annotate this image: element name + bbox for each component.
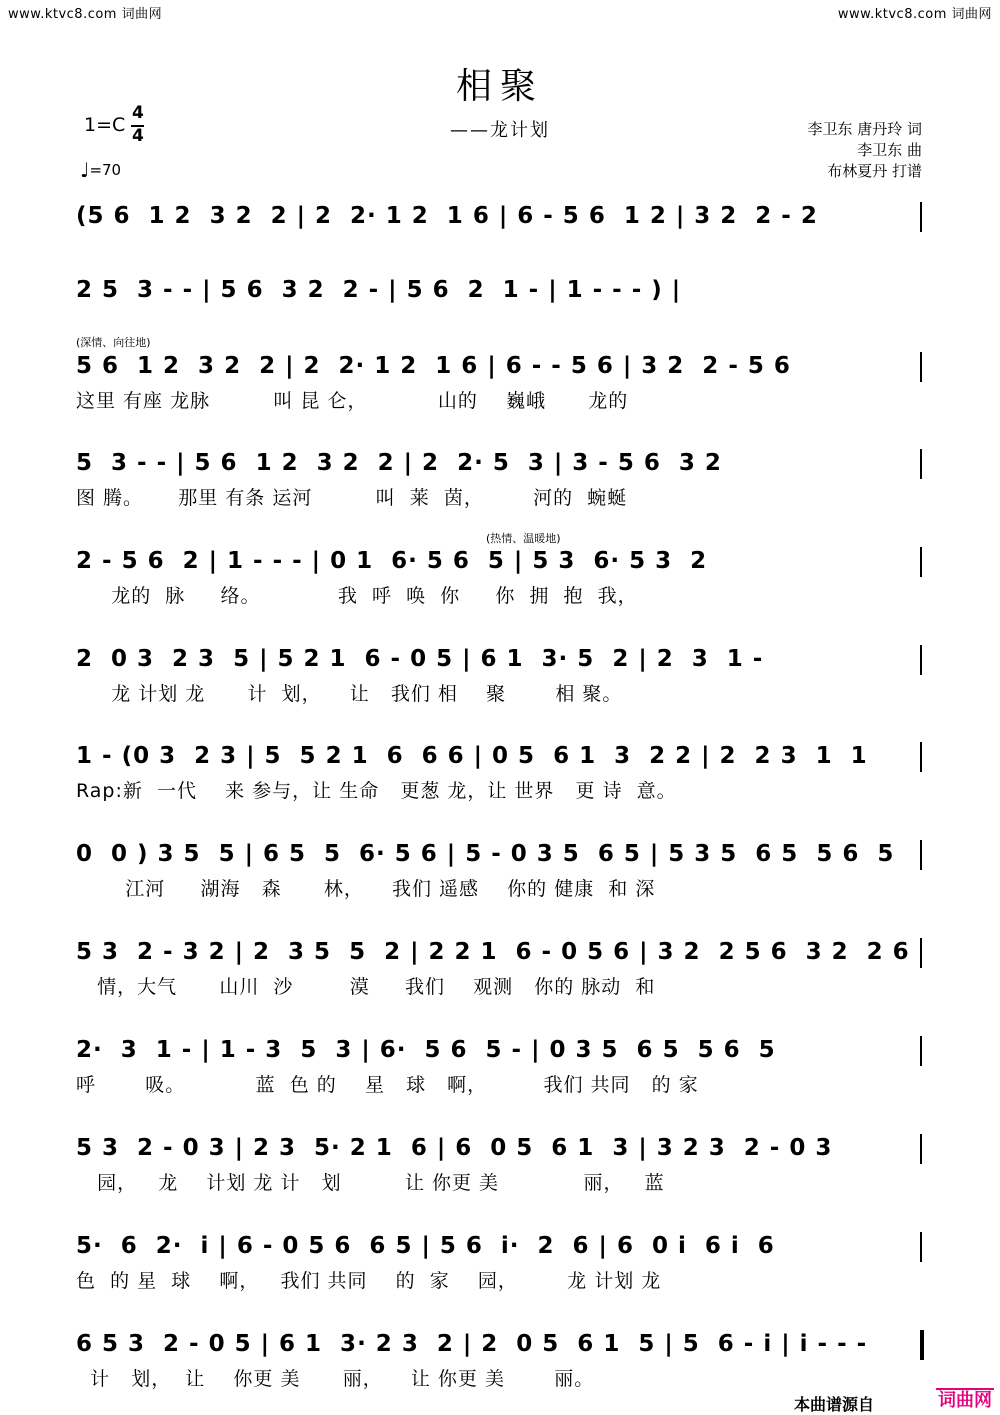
notation-line: 5 3 2 - 0 3 | 2 3 5· 2 1 6 | 6 0 5 6 1 3 | 3 2 3 2 - 0 3 — [76, 1135, 833, 1161]
bar-line — [920, 352, 922, 382]
song-title: 相聚 — [455, 66, 544, 107]
bar-line — [920, 1036, 922, 1066]
notation-line: 5· 6 2· i | 6 - 0 5 6 6 5 | 5 6 i· 2 6 | 6 0 i 6 i 6 — [76, 1233, 775, 1259]
lyricist-credit: 李卫东 唐丹玲 词 — [807, 120, 922, 138]
score-line — [0, 834, 1000, 914]
score-line — [0, 270, 1000, 350]
bar-line — [920, 840, 922, 870]
notation-line: 5 3 2 - 3 2 | 2 3 5 5 2 | 2 2 1 6 - 0 5 6 | 3 2 2 5 6 3 2 2 6 — [76, 939, 910, 965]
score-line — [0, 1226, 1000, 1306]
bar-line — [920, 1232, 922, 1262]
notation-line: 0 0 ) 3 5 5 | 6 5 5 6· 5 6 | 5 - 0 3 5 6 5 | 5 3 5 6 5 5 6 5 — [76, 841, 895, 867]
bar-line — [920, 645, 922, 675]
lyric-line: 江河 湖海 森 林， 我们 遥感 你的 健康 和 深 — [76, 878, 656, 900]
song-subtitle: ——龙计划 — [450, 120, 550, 141]
bar-line — [920, 1134, 922, 1164]
lyric-line: 这里 有座 龙脉 叫 昆 仑， 山的 巍峨 龙的 — [76, 390, 629, 412]
lyric-line: 龙 计划 龙 计 划， 让 我们 相 聚 相 聚。 — [76, 683, 623, 705]
lyric-line: 呼 吸。 蓝 色 的 星 球 啊， 我们 共同 的 家 — [76, 1074, 699, 1096]
lyric-line: 计 划， 让 你更 美 丽， 让 你更 美 丽。 — [76, 1368, 595, 1390]
composer-credit: 李卫东 曲 — [857, 141, 922, 159]
score-line — [0, 346, 1000, 426]
transcriber-credit: 布林夏丹 打谱 — [827, 162, 922, 180]
bar-line — [920, 202, 922, 232]
lyric-line: Rap:新 一代 来 参与，让 生命 更葱 龙，让 世界 更 诗 意。 — [76, 780, 677, 802]
score-line — [0, 932, 1000, 1012]
notation-line: 6 5 3 2 - 0 5 | 6 1 3· 2 3 2 | 2 0 5 6 1 5 | 5 6 - i | i - - - — [76, 1331, 868, 1357]
notation-line: 2 5 3 - - | 5 6 3 2 2 - | 5 6 2 1 - | 1 - - - ) | — [76, 277, 682, 303]
score-line — [0, 443, 1000, 523]
lyric-line: 龙的 脉 络。 我 呼 唤 你 你 拥 抱 我， — [76, 585, 638, 607]
tempo-value: =70 — [89, 161, 122, 179]
source-label: 本曲谱源自 — [794, 1395, 875, 1414]
watermark-left: www.ktvc8.com 词曲网 — [8, 7, 163, 22]
expression-mark: (深情、向往地) — [76, 336, 151, 349]
notation-line: 5 3 - - | 5 6 1 2 3 2 2 | 2 2· 5 3 | 3 - 5 6 3 2 — [76, 450, 722, 476]
notation-line: (5 6 1 2 3 2 2 | 2 2· 1 2 1 6 | 6 - 5 6 1 2 | 3 2 2 - 2 — [76, 203, 818, 229]
site-logo[interactable]: 词曲网 — [936, 1388, 994, 1414]
final-bar-line — [920, 1330, 924, 1360]
notation-line: 5 6 1 2 3 2 2 | 2 2· 1 2 1 6 | 6 - - 5 6 | 3 2 2 - 5 6 — [76, 353, 791, 379]
notation-line: 1 - (0 3 2 3 | 5 5 2 1 6 6 6 | 0 5 6 1 3 2 2 | 2 2 3 1 1 — [76, 743, 868, 769]
score-line — [0, 736, 1000, 816]
notation-line: 2· 3 1 - | 1 - 3 5 3 | 6· 5 6 5 - | 0 3 5 6 5 5 6 5 — [76, 1037, 776, 1063]
lyric-line: 园， 龙 计划 龙 计 划 让 你更 美 丽， 蓝 — [76, 1172, 665, 1194]
lyric-line: 图 腾。 那里 有条 运河 叫 莱 茵， 河的 蜿蜒 — [76, 487, 628, 509]
bar-line — [920, 449, 922, 479]
lyric-line: 色 的 星 球 啊， 我们 共同 的 家 园， 龙 计划 龙 — [76, 1270, 662, 1292]
bar-line — [920, 938, 922, 968]
score-line — [0, 196, 1000, 276]
key-signature: 1=C — [84, 114, 126, 136]
watermark-right: www.ktvc8.com 词曲网 — [837, 7, 992, 22]
score-line — [0, 639, 1000, 719]
lyric-line — [76, 236, 928, 266]
lyric-line: 情，大气 山川 沙 漠 我们 观测 你的 脉动 和 — [76, 976, 656, 998]
bar-line — [920, 547, 922, 577]
time-signature-numerator: 4 — [132, 103, 144, 123]
lyric-line — [76, 310, 928, 340]
bar-line — [920, 742, 922, 772]
time-signature-denominator: 4 — [132, 126, 144, 146]
notation-line: 2 - 5 6 2 | 1 - - - | 0 1 6· 5 6 5 | 5 3 6· 5 3 2 — [76, 548, 708, 574]
tempo-marking — [80, 158, 121, 182]
score-line — [0, 1030, 1000, 1110]
quarter-note-icon: ♩ — [80, 158, 90, 182]
score-line — [0, 541, 1000, 621]
notation-line: 2 0 3 2 3 5 | 5 2 1 6 - 0 5 | 6 1 3· 5 2 | 2 3 1 - — [76, 646, 764, 672]
expression-mark: (热情、温暖地) — [486, 532, 561, 545]
score-line — [0, 1128, 1000, 1208]
